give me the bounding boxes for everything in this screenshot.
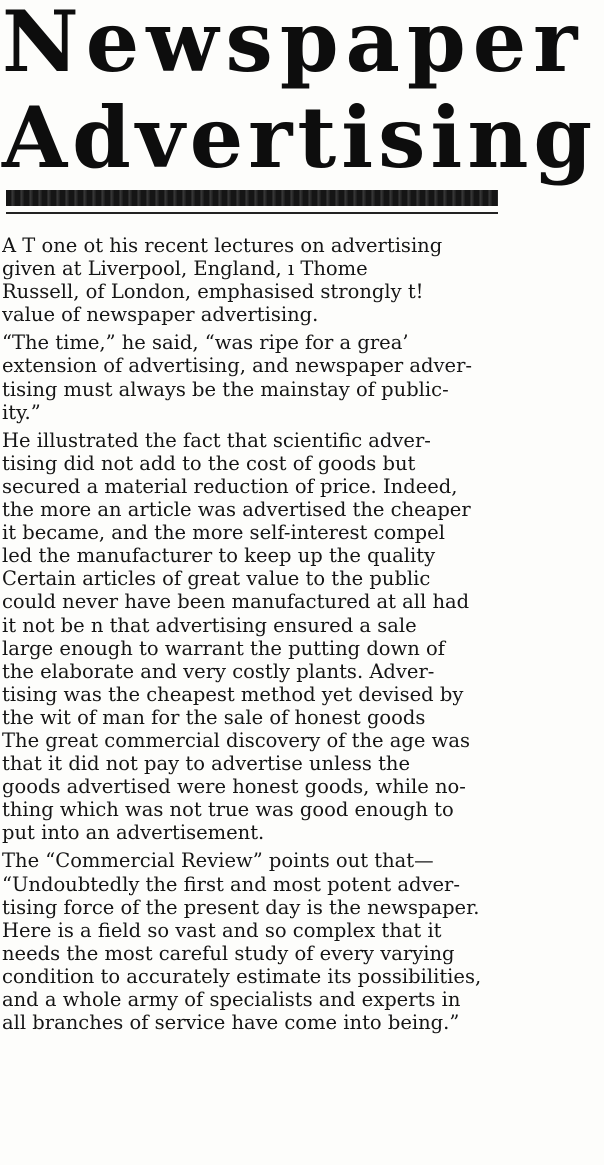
paragraph xyxy=(2,849,600,1034)
text-line: ity.” xyxy=(2,400,41,424)
text-line: tising force of the present day is the newspaper. xyxy=(2,895,480,919)
divider xyxy=(6,212,498,214)
text-line: thing which was not true was good enough to xyxy=(2,798,454,822)
text-line: Here is a field so vast and so complex that it xyxy=(2,918,442,942)
paragraph xyxy=(2,429,600,845)
text-line: “The time,” he said, “was ripe for a grea’ xyxy=(2,331,409,355)
text-line: He illustrated the fact that scientific adver- xyxy=(2,428,431,452)
text-line: The “Commercial Review” points out that— xyxy=(2,849,434,873)
text-line: it not be n that advertising ensured a sale xyxy=(2,613,417,637)
text-line: Certain articles of great value to the public xyxy=(2,567,431,591)
text-line: secured a material reduction of price. Indeed, xyxy=(2,474,458,498)
text-line: The great commercial discovery of the age was xyxy=(2,728,470,752)
text-line: the more an article was advertised the cheaper xyxy=(2,498,471,522)
text-line: large enough to warrant the putting down of xyxy=(2,636,445,660)
paragraph xyxy=(2,234,600,326)
text-line: put into an advertisement. xyxy=(2,821,265,845)
article-body xyxy=(2,234,600,1034)
decorative-rule xyxy=(6,190,498,206)
text-line: all branches of service have come into being.” xyxy=(2,1011,460,1035)
text-line: could never have been manufactured at all had xyxy=(2,590,470,614)
text-line: A T one ot his recent lectures on advertising xyxy=(2,234,443,257)
text-line: and a whole army of specialists and experts in xyxy=(2,988,461,1011)
text-line: value of newspaper advertising. xyxy=(2,303,319,327)
headline-line-2: Advertising xyxy=(2,88,598,187)
text-line: given at Liverpool, England, ı Thome xyxy=(2,257,368,281)
paragraph xyxy=(2,331,600,423)
text-line: the elaborate and very costly plants. Adver- xyxy=(2,659,435,683)
text-line: that it did not pay to advertise unless the xyxy=(2,752,411,776)
text-line: needs the most careful study of every varying xyxy=(2,941,455,965)
text-line: tising was the cheapest method yet devised by xyxy=(2,682,464,706)
text-line: led the manufacturer to keep up the quality xyxy=(2,544,436,568)
text-line: goods advertised were honest goods, while no- xyxy=(2,775,466,799)
text-line: tising did not add to the cost of goods but xyxy=(2,451,416,475)
text-line: “Undoubtedly the first and most potent adver- xyxy=(2,872,460,896)
text-line: tising must always be the mainstay of public- xyxy=(2,377,449,401)
text-line: condition to accurately estimate its possibilities, xyxy=(2,964,482,988)
text-line: Russell, of London, emphasised strongly t! xyxy=(2,280,424,304)
text-line: it became, and the more self-interest compel xyxy=(2,521,445,545)
text-line: extension of advertising, and newspaper adver- xyxy=(2,354,472,378)
headline-line-1: Newspaper xyxy=(2,0,585,91)
text-line: the wit of man for the sale of honest goods xyxy=(2,705,426,729)
